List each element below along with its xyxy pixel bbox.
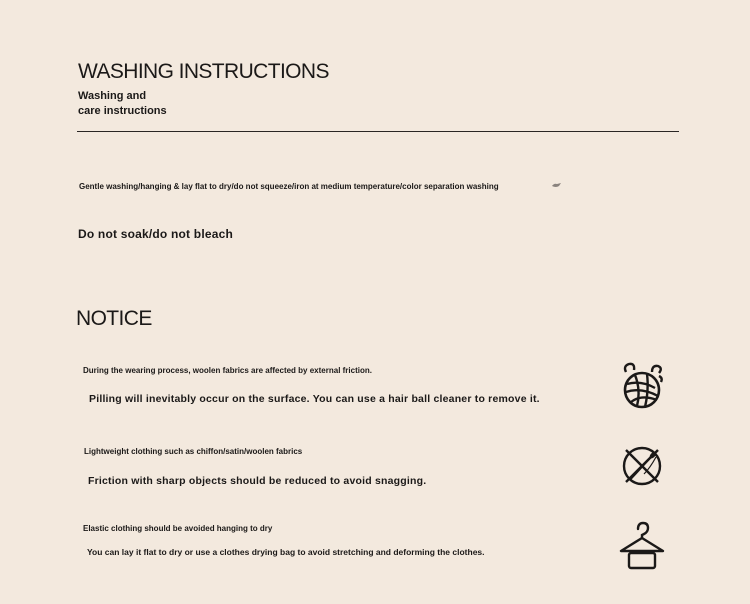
notice-item-1-intro: During the wearing process, woolen fabrics are affected by external friction. xyxy=(83,366,372,375)
notice-item-3-detail: You can lay it flat to dry or use a clothes drying bag to avoid stretching and deforming the clothes. xyxy=(87,547,485,557)
divider xyxy=(77,131,679,132)
no-needle-icon xyxy=(620,444,664,488)
yarn-ball-icon xyxy=(619,360,665,410)
no-soak-bleach-text: Do not soak/do not bleach xyxy=(78,227,234,241)
notice-item-3-intro: Elastic clothing should be avoided hanging to dry xyxy=(83,524,273,533)
notice-item-1-detail: Pilling will inevitably occur on the surface. You can use a hair ball cleaner to remove it. xyxy=(89,393,540,405)
notice-heading: NOTICE xyxy=(76,307,152,330)
washing-instructions-text: Gentle washing/hanging & lay flat to dry/do not squeeze/iron at medium temperature/color separation washing xyxy=(79,182,499,191)
page-subtitle: Washing and care instructions xyxy=(78,90,167,117)
notice-item-2-detail: Friction with sharp objects should be reduced to avoid snagging. xyxy=(88,475,427,487)
page-title: WASHING INSTRUCTIONS xyxy=(78,60,329,83)
smudge-mark-icon xyxy=(552,183,561,188)
notice-item-2-intro: Lightweight clothing such as chiffon/satin/woolen fabrics xyxy=(84,447,303,456)
hanger-icon xyxy=(618,520,666,572)
